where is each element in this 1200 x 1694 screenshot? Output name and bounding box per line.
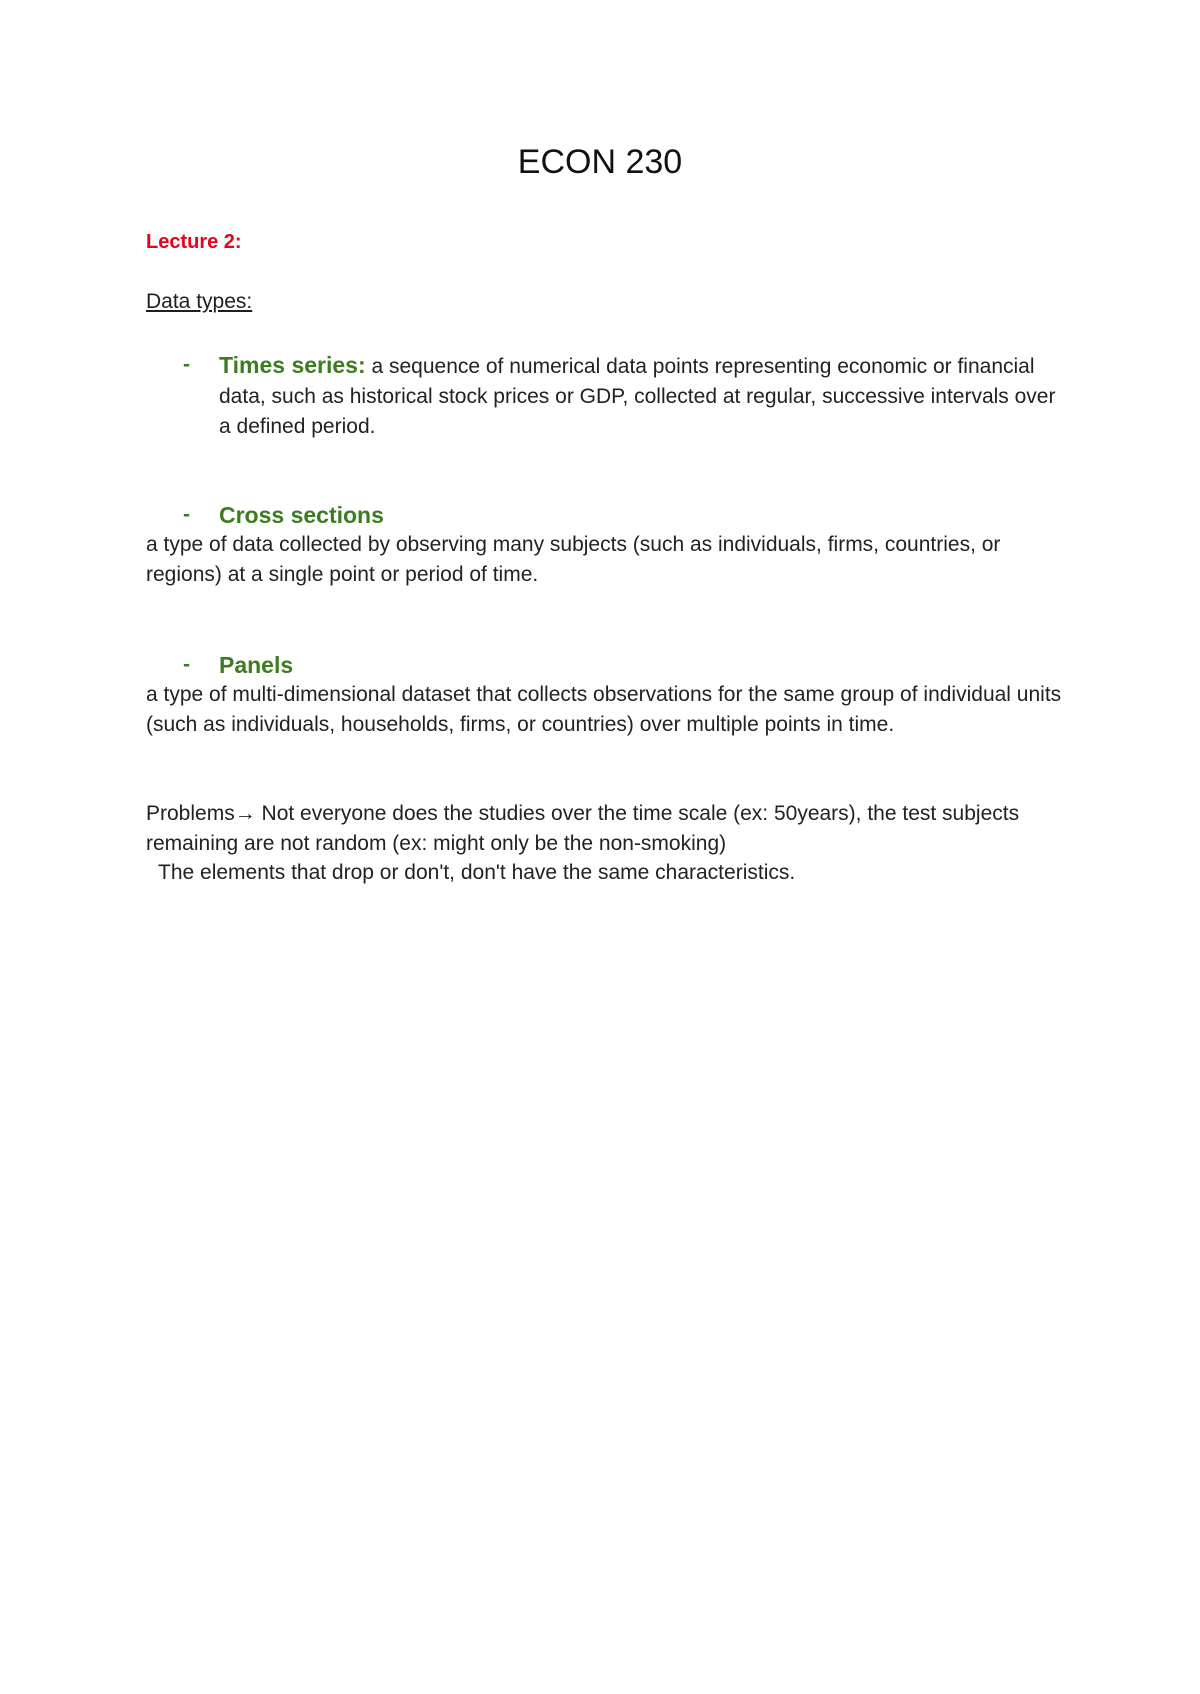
- list-item-text: [219, 350, 1069, 442]
- term-cross-sections: Cross sections: [219, 502, 384, 528]
- document-title: ECON 230: [517, 143, 683, 181]
- definition-times-series: a sequence of numerical data points representing economic or financial data, such as historical stock prices or GDP, collected at regular, successive intervals over a defined period.: [219, 355, 1056, 438]
- bullet-dash: -: [183, 653, 190, 676]
- definition-panels: a type of multi-dimensional dataset that collects observations for the same group of individual units (such as individuals, households, firms, or countries) over multiple points in time.: [146, 683, 1062, 736]
- list-item-text: [219, 650, 1069, 682]
- definition-cross-sections: a type of data collected by observing many subjects (such as individuals, firms, countries, or regions) at a single point or period of time.: [146, 533, 1001, 586]
- bullet-dash: -: [183, 503, 190, 526]
- lecture-label: Lecture 2:: [146, 231, 242, 253]
- term-panels: Panels: [219, 652, 294, 678]
- list-item-text: [219, 500, 1069, 532]
- section-heading: Data types:: [146, 290, 253, 313]
- bullet-dash: -: [183, 353, 190, 376]
- problems-paragraph: Problems→ Not everyone does the studies over the time scale (ex: 50years), the test subjects remaining are not random (ex: might only be the non-smoking): [146, 802, 1020, 855]
- term-times-series: Times series:: [219, 352, 366, 378]
- problems-followup: The elements that drop or don't, don't have the same characteristics.: [158, 861, 796, 884]
